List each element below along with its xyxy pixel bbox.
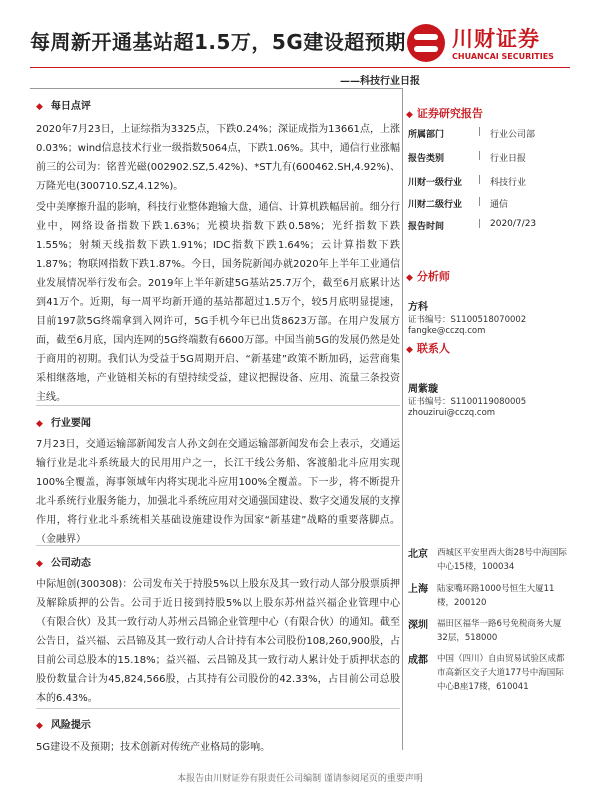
office-city: 成都 [408,655,428,666]
office-city: 深圳 [408,620,428,631]
diamond-icon: ◆ [36,559,43,569]
page-title: 每周新开通基站超1.5万，5G建设超预期 [30,30,406,54]
office-address: 陆家嘴环路1000号恒生大厦11楼，200120 [437,584,555,608]
content-divider [30,88,402,89]
analyst-cert: 证书编号：S1100518070002 [408,315,527,325]
company-name: 川财证券 [452,27,540,51]
diamond-icon: ◆ [36,721,43,731]
office-address: 福田区福华一路6号免税商务大厦32层，518000 [437,619,562,643]
company-name-en: CHUANCAI SECURITIES [452,52,554,61]
analyst-heading: ◆ 分析师 [406,270,450,283]
office-city: 上海 [408,584,428,595]
info-row: 报告时间 | 2020/7/23 [408,219,537,232]
diamond-icon: ◆ [406,345,413,355]
office-city: 北京 [408,549,428,560]
section-heading-daily: ◆ 每日点评 [36,101,91,112]
section-heading-risk: ◆ 风险提示 [36,720,91,731]
office-address: 西城区平安里西大街28号中海国际中心15楼，100034 [437,548,567,572]
header-divider [30,67,570,68]
company-logo-icon [407,24,445,62]
section-heading-company: ◆ 公司动态 [36,558,91,569]
info-row: 川财二级行业 | 通信 [408,197,509,210]
diamond-icon: ◆ [36,419,43,429]
section-divider [36,708,400,709]
daily-paragraph-2: 受中美摩擦升温的影响，科技行业整体跑输大盘，通信、计算机跌幅居前。细分行业中，网络设备指数下跌1.63%；光模块指数下跌0.58%；光纤指数下跌1.55%；射频天线指数下跌1.91%；IDC指数下跌1.64%；云计算指数下跌1.87%；物联网指数下跌1.87%。今日，国务院新闻办就2020年上半年工业通信业发展情况举行发布会。2019年上半年新建5G基站25.7万个，截至6月底累计达到41万个。近期，每一周平均新开通的基站都超过1.5万个，较5月底明显提速，目前197款5G终端拿到入网许可，5G手机今年已出货8623万部。在用户发展方面，截至6月底，国内连网的5G终端数有6600万部。中国当前5G的发展仍然是处于商用的初期。我们认为受益于5G周期开启、“新基建”政策不断加码，运营商集采相继落地，产业链相关标的有望持续受益，建议把握设备、应用、流量三条投资主线。 [36,202,400,403]
report-subtitle: ——科技行业日报 [340,76,420,87]
info-row: 所属部门 | 行业公司部 [408,127,536,140]
industry-paragraph: 7月23日，交通运输部新闻发言人孙文剑在交通运输部新闻发布会上表示，交通运输行业是北斗系统最大的民用用户之一，长江干线公务船、客渡船北斗应用实现100%全覆盖，海事领域年内将实现北斗应用100%全覆盖。下一步，将不断提升北斗系统行业服务能力，加强北斗系统应用对交通强国建设、数字交通发展的支撑作用，将行业北斗系统相关基础设施建设作为国家“新基建”战略的重要落脚点。（金融界） [36,439,400,545]
diamond-icon: ◆ [406,110,413,120]
contact-name: 周紫璇 [408,384,438,395]
analyst-name: 方科 [408,302,428,313]
info-row: 报告类别 | 行业日报 [408,151,527,164]
analyst-email[interactable]: fangke@cczq.com [408,326,486,336]
contact-email[interactable]: zhouzirui@cczq.com [408,408,496,418]
info-row: 川财一级行业 | 科技行业 [408,175,527,188]
column-divider [402,88,403,750]
section-heading-industry: ◆ 行业要闻 [36,418,91,429]
risk-paragraph: 5G建设不及预期；技术创新对传统产业格局的影响。 [36,742,271,753]
contact-heading: ◆ 联系人 [406,342,450,355]
diamond-icon: ◆ [36,102,43,112]
section-divider [36,545,400,546]
diamond-icon: ◆ [406,273,413,283]
report-heading: ◆ 证券研究报告 [406,107,483,120]
section-divider [36,405,400,406]
contact-cert: 证书编号：S1100119080005 [408,397,527,407]
office-address: 中国（四川）自由贸易试验区成都市高新区交子大道177号中海国际中心B座17楼，610041 [437,654,565,692]
daily-paragraph-1: 2020年7月23日，上证综指为3325点，下跌0.24%；深证成指为13661点，上涨0.03%；wind信息技术行业一级指数5064点，下跌1.06%。其中，通信行业涨幅前三的公司为：铭普光磁(002902.SZ,5.42%)、*ST九有(600462.SH,4.92%)、万隆光电(300710.SZ,4.12%)。 [36,124,400,192]
company-paragraph: 中际旭创(300308)：公司发布关于持股5%以上股东及其一致行动人部分股票质押及解除质押的公告。公司于近日接到持股5%以上股东苏州益兴福企业管理中心（有限合伙）及其一致行动人苏州云昌锦企业管理中心（有限合伙）的通知。截至公告日，益兴福、云昌锦及其一致行动人合计持有本公司股份108,260,900股，占目前公司总股本的15.18%；益兴福、云昌锦及其一致行动人累计处于质押状态的股份数量合计为45,824,566股，占其持有公司股份的42.33%，占目前公司总股本的6.43%。 [36,579,400,704]
page-footer: 本报告由川财证券有限责任公司编制 谨请参阅尾页的重要声明 [177,774,423,784]
